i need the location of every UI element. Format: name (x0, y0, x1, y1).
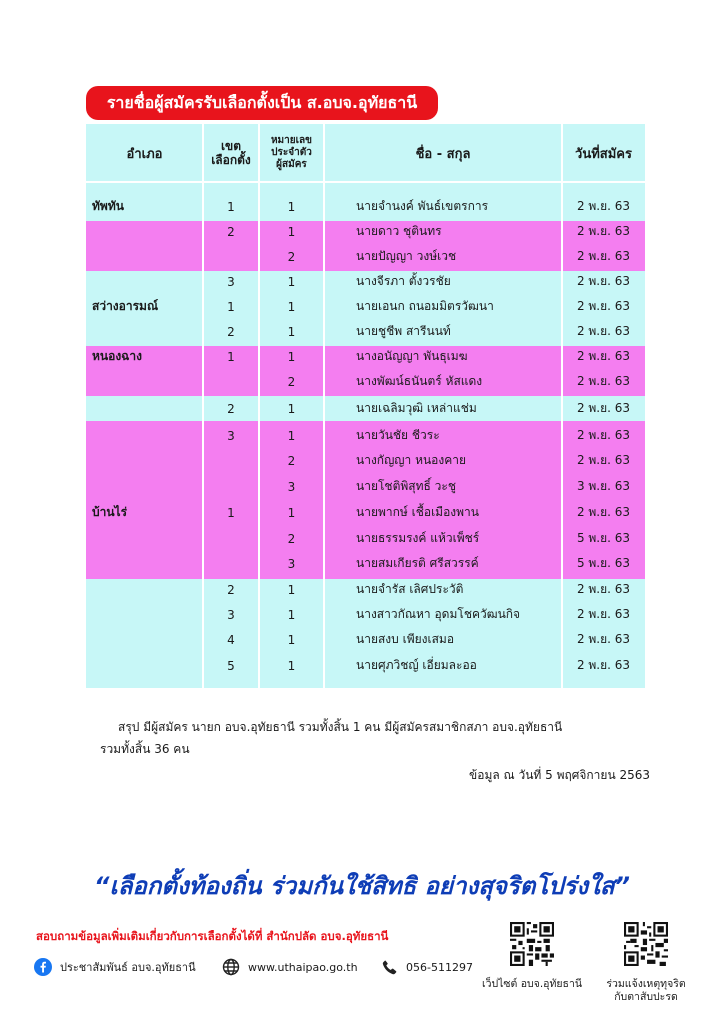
cell-khet: 3 (227, 607, 235, 622)
cell-amphoe (92, 396, 202, 421)
header-candidate-number (259, 124, 324, 182)
cell-number: 1 (287, 349, 296, 364)
cell-khet: 2 (227, 224, 235, 239)
cell-date: 2 พ.ย. 63 (576, 401, 631, 415)
title-banner (86, 86, 438, 120)
campaign-slogan: “เลือกตั้งท้องถิ่น ร่วมกันใช้สิทธิ อย่างสุจริตโปร่งใส” (94, 872, 630, 900)
cell-name: นายสงบ เพียงเสมอ (356, 632, 455, 646)
table-row (86, 269, 645, 294)
report-qr-label (598, 978, 694, 1004)
cell-number: 1 (287, 632, 296, 647)
cell-name: นายเอนก ถนอมมิตรวัฒนา (356, 299, 494, 313)
table-row (86, 551, 645, 576)
header-khet-line: เขต (220, 139, 242, 153)
cell-number: 1 (287, 324, 296, 339)
summary-text (100, 716, 660, 760)
header-khet (203, 124, 259, 182)
phone-number: 056-511297 (406, 960, 473, 974)
table-row (86, 602, 645, 627)
cell-amphoe: ทัพทัน (92, 199, 124, 213)
data-as-of: ข้อมูล ณ วันที่ 5 พฤศจิกายน 2563 (469, 768, 650, 782)
cell-khet: 3 (227, 274, 235, 289)
report-qr-label-line: กับตาสับปะรด (614, 991, 678, 1003)
cell-khet (203, 526, 259, 551)
cell-date: 2 พ.ย. 63 (576, 199, 631, 213)
table-row (86, 653, 645, 678)
cell-date: 2 พ.ย. 63 (576, 453, 631, 467)
cell-date: 2 พ.ย. 63 (576, 324, 631, 338)
header-date: วันที่สมัคร (575, 146, 632, 162)
header-khet-line: เลือกตั้ง (211, 153, 251, 167)
cell-khet: 2 (227, 324, 235, 339)
cell-amphoe (92, 577, 202, 602)
table-row (86, 319, 645, 344)
cell-name: นายโชติพิสุทธิ์ วะชู (356, 479, 456, 493)
cell-number: 3 (287, 556, 296, 571)
cell-khet (203, 369, 259, 394)
cell-name: นางสาวกัณหา อุดมโชควัฒนกิจ (356, 607, 521, 621)
cell-name: นายธรรมรงค์ แห้วเพ็ชร์ (356, 531, 480, 545)
cell-number: 2 (287, 531, 296, 546)
cell-khet: 1 (227, 349, 235, 364)
page-title: รายชื่อผู้สมัครรับเลือกตั้งเป็น ส.อบจ.อุทัยธานี (106, 92, 418, 112)
cell-number: 2 (287, 249, 296, 264)
cell-number: 1 (287, 299, 296, 314)
report-qr-code[interactable] (624, 922, 668, 966)
website-qr-label: เว็ปไซต์ อบจ.อุทัยธานี (482, 978, 583, 990)
report-qr-label-line: ร่วมแจ้งเหตุทุจริต (606, 978, 686, 990)
globe-icon (222, 958, 240, 976)
cell-date: 2 พ.ย. 63 (576, 505, 631, 519)
cell-number: 2 (287, 453, 296, 468)
facebook-page-name: ประชาสัมพันธ์ อบจ.อุทัยธานี (60, 961, 196, 974)
table-row (86, 194, 645, 219)
cell-khet: 1 (227, 199, 235, 214)
website-qr-code[interactable] (510, 922, 554, 966)
cell-number: 1 (287, 274, 296, 289)
table-row (86, 344, 645, 369)
cell-number: 3 (287, 479, 296, 494)
table-row (86, 500, 645, 525)
cell-name: นางพัฒน์ธนันตร์ หัสแดง (356, 374, 483, 388)
cell-amphoe (92, 269, 202, 294)
cell-khet (203, 244, 259, 269)
cell-amphoe (92, 474, 202, 499)
cell-number: 1 (287, 505, 296, 520)
cell-amphoe (92, 369, 202, 394)
phone-icon (382, 959, 398, 975)
phone-contact[interactable] (382, 958, 473, 976)
cell-name: นายสมเกียรติ ศรีสวรรค์ (356, 556, 479, 570)
cell-number: 1 (287, 582, 296, 597)
cell-number: 1 (287, 401, 296, 416)
cell-number: 1 (287, 224, 296, 239)
header-amphoe: อำเภอ (126, 146, 163, 162)
cell-amphoe (92, 244, 202, 269)
cell-name: นายพากษ์ เชื้อเมืองพาน (356, 505, 479, 519)
cell-date: 2 พ.ย. 63 (576, 349, 631, 363)
header-num-line: ผู้สมัคร (276, 159, 307, 170)
cell-amphoe (92, 653, 202, 678)
cell-date: 2 พ.ย. 63 (576, 632, 631, 646)
cell-amphoe: บ้านไร่ (92, 505, 128, 519)
cell-date: 2 พ.ย. 63 (576, 428, 631, 442)
table-row (86, 369, 645, 394)
header-num-line: หมายเลข (270, 135, 313, 146)
cell-name: นายเฉลิมวุฒิ เหล่าแช่ม (356, 401, 477, 415)
table-row (86, 526, 645, 551)
header-num-line: ประจำตัว (271, 147, 312, 158)
cell-amphoe (92, 423, 202, 448)
cell-khet: 4 (227, 632, 235, 647)
cell-date: 3 พ.ย. 63 (576, 479, 631, 493)
cell-name: นายจำรัส เลิศประวัติ (356, 582, 464, 596)
table-row (86, 627, 645, 652)
cell-khet (203, 448, 259, 473)
cell-khet: 2 (227, 582, 235, 597)
cell-date: 2 พ.ย. 63 (576, 249, 631, 263)
facebook-contact[interactable] (34, 958, 196, 976)
website-contact[interactable] (222, 958, 358, 976)
cell-number: 1 (287, 658, 296, 673)
table-row (86, 577, 645, 602)
cell-amphoe (92, 219, 202, 244)
table-row (86, 423, 645, 448)
candidate-table (86, 124, 645, 688)
cell-name: นายศุภวิชญ์ เอี่ยมละออ (356, 658, 477, 672)
cell-date: 2 พ.ย. 63 (576, 274, 631, 288)
cell-name: นายชูชีพ สารีนนท์ (356, 324, 451, 338)
table-row (86, 294, 645, 319)
table-row (86, 448, 645, 473)
cell-date: 2 พ.ย. 63 (576, 374, 631, 388)
cell-name: นางจีรภา ตั้งวรชัย (356, 274, 451, 288)
cell-amphoe (92, 551, 202, 576)
cell-amphoe (92, 526, 202, 551)
cell-khet: 2 (227, 401, 235, 416)
cell-khet (203, 474, 259, 499)
cell-date: 2 พ.ย. 63 (576, 658, 631, 672)
cell-number: 1 (287, 428, 296, 443)
cell-number: 2 (287, 374, 296, 389)
cell-amphoe (92, 319, 202, 344)
cell-name: นางกัญญา หนองคาย (356, 453, 467, 467)
cell-amphoe: หนองฉาง (92, 349, 142, 363)
cell-number: 1 (287, 607, 296, 622)
cell-name: นายดาว ชุตินทร (356, 224, 442, 238)
table-row (86, 396, 645, 421)
table-row (86, 219, 645, 244)
cell-khet: 1 (227, 299, 235, 314)
cell-khet: 5 (227, 658, 235, 673)
cell-date: 5 พ.ย. 63 (576, 556, 631, 570)
cell-date: 2 พ.ย. 63 (576, 607, 631, 621)
table-row (86, 474, 645, 499)
cell-date: 2 พ.ย. 63 (576, 299, 631, 313)
cell-name: นายจำนงค์ พันธ์เขตรการ (356, 199, 489, 213)
website-url: www.uthaipao.go.th (248, 960, 358, 974)
cell-name: นายวันชัย ชีวระ (356, 428, 440, 442)
cell-khet (203, 551, 259, 576)
facebook-icon (34, 958, 52, 976)
cell-number: 1 (287, 199, 296, 214)
cell-date: 2 พ.ย. 63 (576, 224, 631, 238)
cell-amphoe: สว่างอารมณ์ (92, 299, 159, 313)
cell-date: 2 พ.ย. 63 (576, 582, 631, 596)
inquiry-text: สอบถามข้อมูลเพิ่มเติมเกี่ยวกับการเลือกตั้งได้ที่ สำนักปลัด อบจ.อุทัยธานี (36, 929, 389, 943)
summary-line: สรุป มีผู้สมัคร นายก อบจ.อุทัยธานี รวมทั้งสิ้น 1 คน มีผู้สมัครสมาชิกสภา อบจ.อุทัยธานี (118, 720, 563, 734)
cell-khet: 3 (227, 428, 235, 443)
cell-amphoe (92, 627, 202, 652)
cell-amphoe (92, 602, 202, 627)
header-name: ชื่อ - สกุล (415, 146, 471, 162)
table-row (86, 244, 645, 269)
cell-date: 5 พ.ย. 63 (576, 531, 631, 545)
cell-name: นายปัญญา วงษ์เวช (356, 249, 457, 263)
cell-amphoe (92, 448, 202, 473)
summary-line: รวมทั้งสิ้น 36 คน (100, 742, 190, 756)
cell-khet: 1 (227, 505, 235, 520)
cell-name: นางอนัญญา พันธุเมฆ (356, 349, 468, 363)
